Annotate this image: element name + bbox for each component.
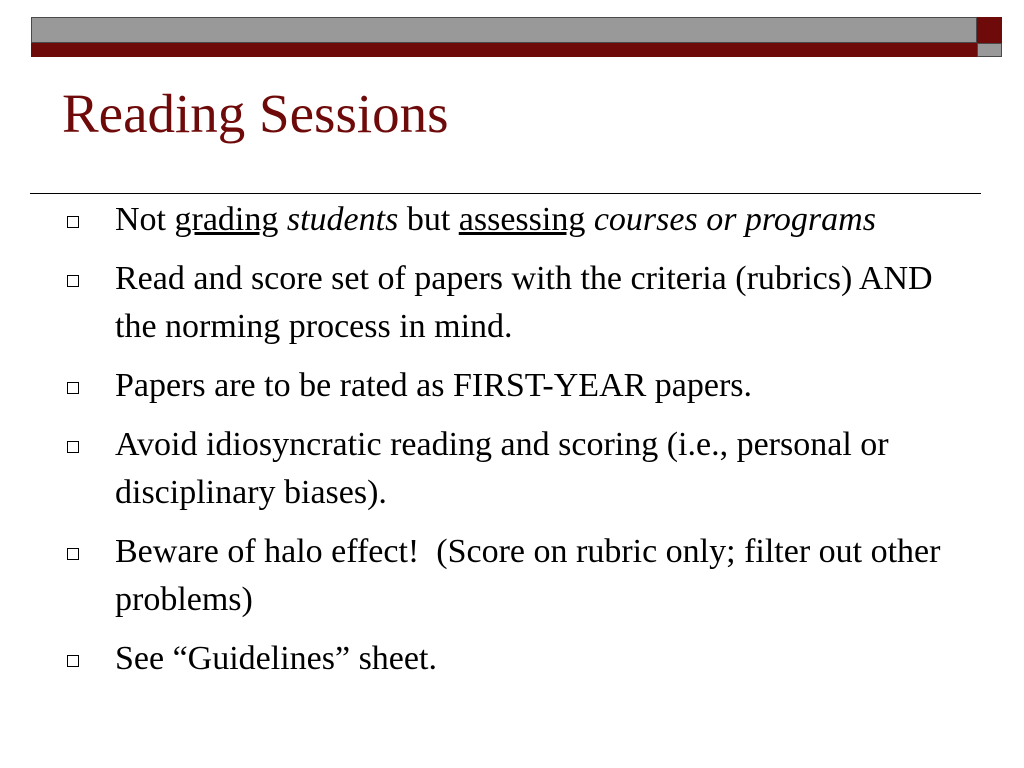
- hollow-square-bullet-icon: [67, 216, 79, 228]
- bullet-item: [64, 255, 944, 351]
- header-maroon-bar: [31, 43, 977, 57]
- bullet-text: See “Guidelines” sheet.: [115, 640, 437, 677]
- bullet-text-italic: courses or programs: [593, 201, 876, 238]
- title-divider: [30, 193, 981, 194]
- bullet-text-underlined: assessing: [458, 201, 586, 238]
- hollow-square-bullet-icon: [67, 382, 79, 394]
- bullet-text: Avoid idiosyncratic reading and scoring (i.e., personal or disciplinary biases).: [115, 426, 889, 511]
- bullet-text-underlined: grading: [174, 201, 279, 238]
- bullet-text-segment: but: [398, 201, 459, 238]
- bullet-text-segment: [278, 201, 287, 238]
- bullet-item: [64, 635, 944, 683]
- bullet-item: [64, 196, 944, 244]
- bullet-text-segment: [585, 201, 594, 238]
- bullet-item: [64, 421, 944, 517]
- slide-title: Reading Sessions: [62, 83, 449, 144]
- bullet-text-segment: Not: [115, 201, 175, 238]
- header-corner-maroon-square: [977, 17, 1002, 43]
- bullet-item: [64, 362, 944, 410]
- header-gray-bar: [31, 17, 977, 43]
- bullet-text: [115, 201, 876, 238]
- bullet-text-italic: students: [286, 201, 399, 238]
- bullet-text: Read and score set of papers with the criteria (rubrics) AND the norming process in mind.: [115, 260, 933, 345]
- hollow-square-bullet-icon: [67, 655, 79, 667]
- bullet-text: Beware of halo effect! (Score on rubric only; filter out other problems): [115, 533, 949, 618]
- header-corner-gray-square: [977, 43, 1002, 57]
- bullet-item: [64, 528, 949, 624]
- bullet-list: [64, 196, 949, 694]
- hollow-square-bullet-icon: [67, 275, 79, 287]
- bullet-text: Papers are to be rated as FIRST-YEAR papers.: [115, 367, 753, 404]
- hollow-square-bullet-icon: [67, 548, 79, 560]
- hollow-square-bullet-icon: [67, 441, 79, 453]
